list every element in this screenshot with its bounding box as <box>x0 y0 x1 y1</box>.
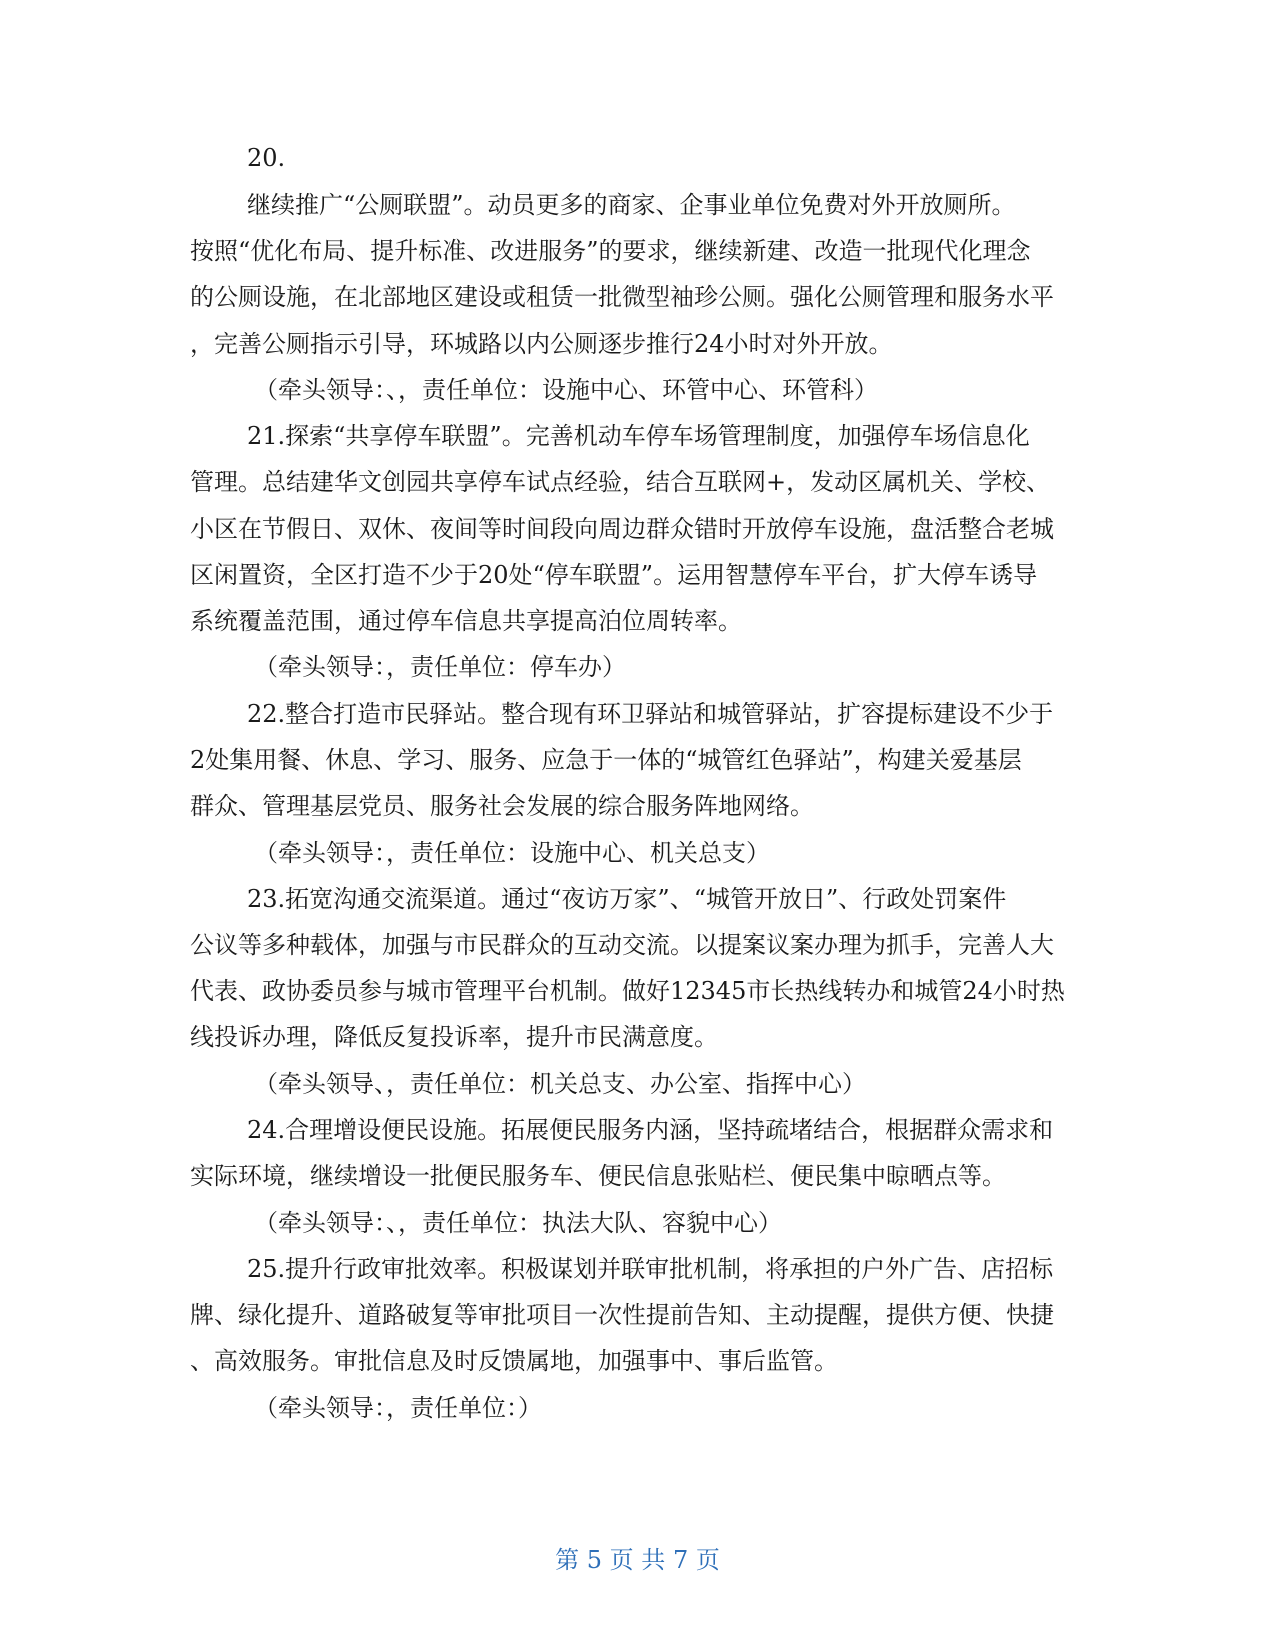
item-25-line-3: 、高效服务。审批信息及时反馈属地，加强事中、事后监管。 <box>190 1347 838 1375</box>
item-21-responsibility: （牵头领导：，责任单位：停车办） <box>254 653 626 681</box>
item-20-number: 20. <box>247 144 286 172</box>
item-23-line-2: 公议等多种载体，加强与市民群众的互动交流。以提案议案办理为抓手，完善人大 <box>190 931 1054 959</box>
item-21-line-3: 小区在节假日、双休、夜间等时间段向周边群众错时开放停车设施，盘活整合老城 <box>190 515 1054 543</box>
item-24-line-2: 实际环境，继续增设一批便民服务车、便民信息张贴栏、便民集中晾晒点等。 <box>190 1162 1006 1190</box>
item-20-line-2: 按照“优化布局、提升标准、改进服务”的要求，继续新建、改造一批现代化理念 <box>190 237 1031 265</box>
item-22-line-2: 2处集用餐、休息、学习、服务、应急于一体的“城管红色驿站”，构建关爱基层 <box>190 746 1022 774</box>
item-20-responsibility: （牵头领导：、，责任单位：设施中心、环管中心、环管科） <box>254 376 878 404</box>
item-25-responsibility: （牵头领导：，责任单位：） <box>254 1394 542 1422</box>
item-25-line-1: 25.提升行政审批效率。积极谋划并联审批机制，将承担的户外广告、店招标 <box>247 1255 1054 1283</box>
item-21-line-2: 管理。总结建华文创园共享停车试点经验，结合互联网+，发动区属机关、学校、 <box>190 468 1051 496</box>
item-21-line-5: 系统覆盖范围，通过停车信息共享提高泊位周转率。 <box>190 607 742 635</box>
item-23-line-3: 代表、政协委员参与城市管理平台机制。做好12345市长热线转办和城管24小时热 <box>190 977 1065 1005</box>
item-23-line-1: 23.拓宽沟通交流渠道。通过“夜访万家”、“城管开放日”、行政处罚案件 <box>247 885 1007 913</box>
item-22-line-3: 群众、管理基层党员、服务社会发展的综合服务阵地网络。 <box>190 792 814 820</box>
item-24-line-1: 24.合理增设便民设施。拓展便民服务内涵，坚持疏堵结合，根据群众需求和 <box>247 1116 1054 1144</box>
item-23-responsibility: （牵头领导、，责任单位：机关总支、办公室、指挥中心） <box>254 1070 866 1098</box>
item-20-line-3: 的公厕设施，在北部地区建设或租赁一批微型袖珍公厕。强化公厕管理和服务水平 <box>190 283 1054 311</box>
item-21-line-1: 21.探索“共享停车联盟”。完善机动车停车场管理制度，加强停车场信息化 <box>247 422 1030 450</box>
item-20-line-1: 继续推广“公厕联盟”。动员更多的商家、企事业单位免费对外开放厕所。 <box>247 191 1016 219</box>
item-23-line-4: 线投诉办理，降低反复投诉率，提升市民满意度。 <box>190 1023 718 1051</box>
item-22-line-1: 22.整合打造市民驿站。整合现有环卫驿站和城管驿站，扩容提标建设不少于 <box>247 700 1054 728</box>
item-21-line-4: 区闲置资，全区打造不少于20处“停车联盟”。运用智慧停车平台，扩大停车诱导 <box>190 561 1038 589</box>
item-24-responsibility: （牵头领导：、，责任单位：执法大队、容貌中心） <box>254 1209 782 1237</box>
page-number-footer: 第 5 页 共 7 页 <box>555 1546 720 1574</box>
item-25-line-2: 牌、绿化提升、道路破复等审批项目一次性提前告知、主动提醒，提供方便、快捷 <box>190 1301 1054 1329</box>
item-22-responsibility: （牵头领导：，责任单位：设施中心、机关总支） <box>254 839 770 867</box>
item-20-line-4: ，完善公厕指示引导，环城路以内公厕逐步推行24小时对外开放。 <box>190 330 893 358</box>
